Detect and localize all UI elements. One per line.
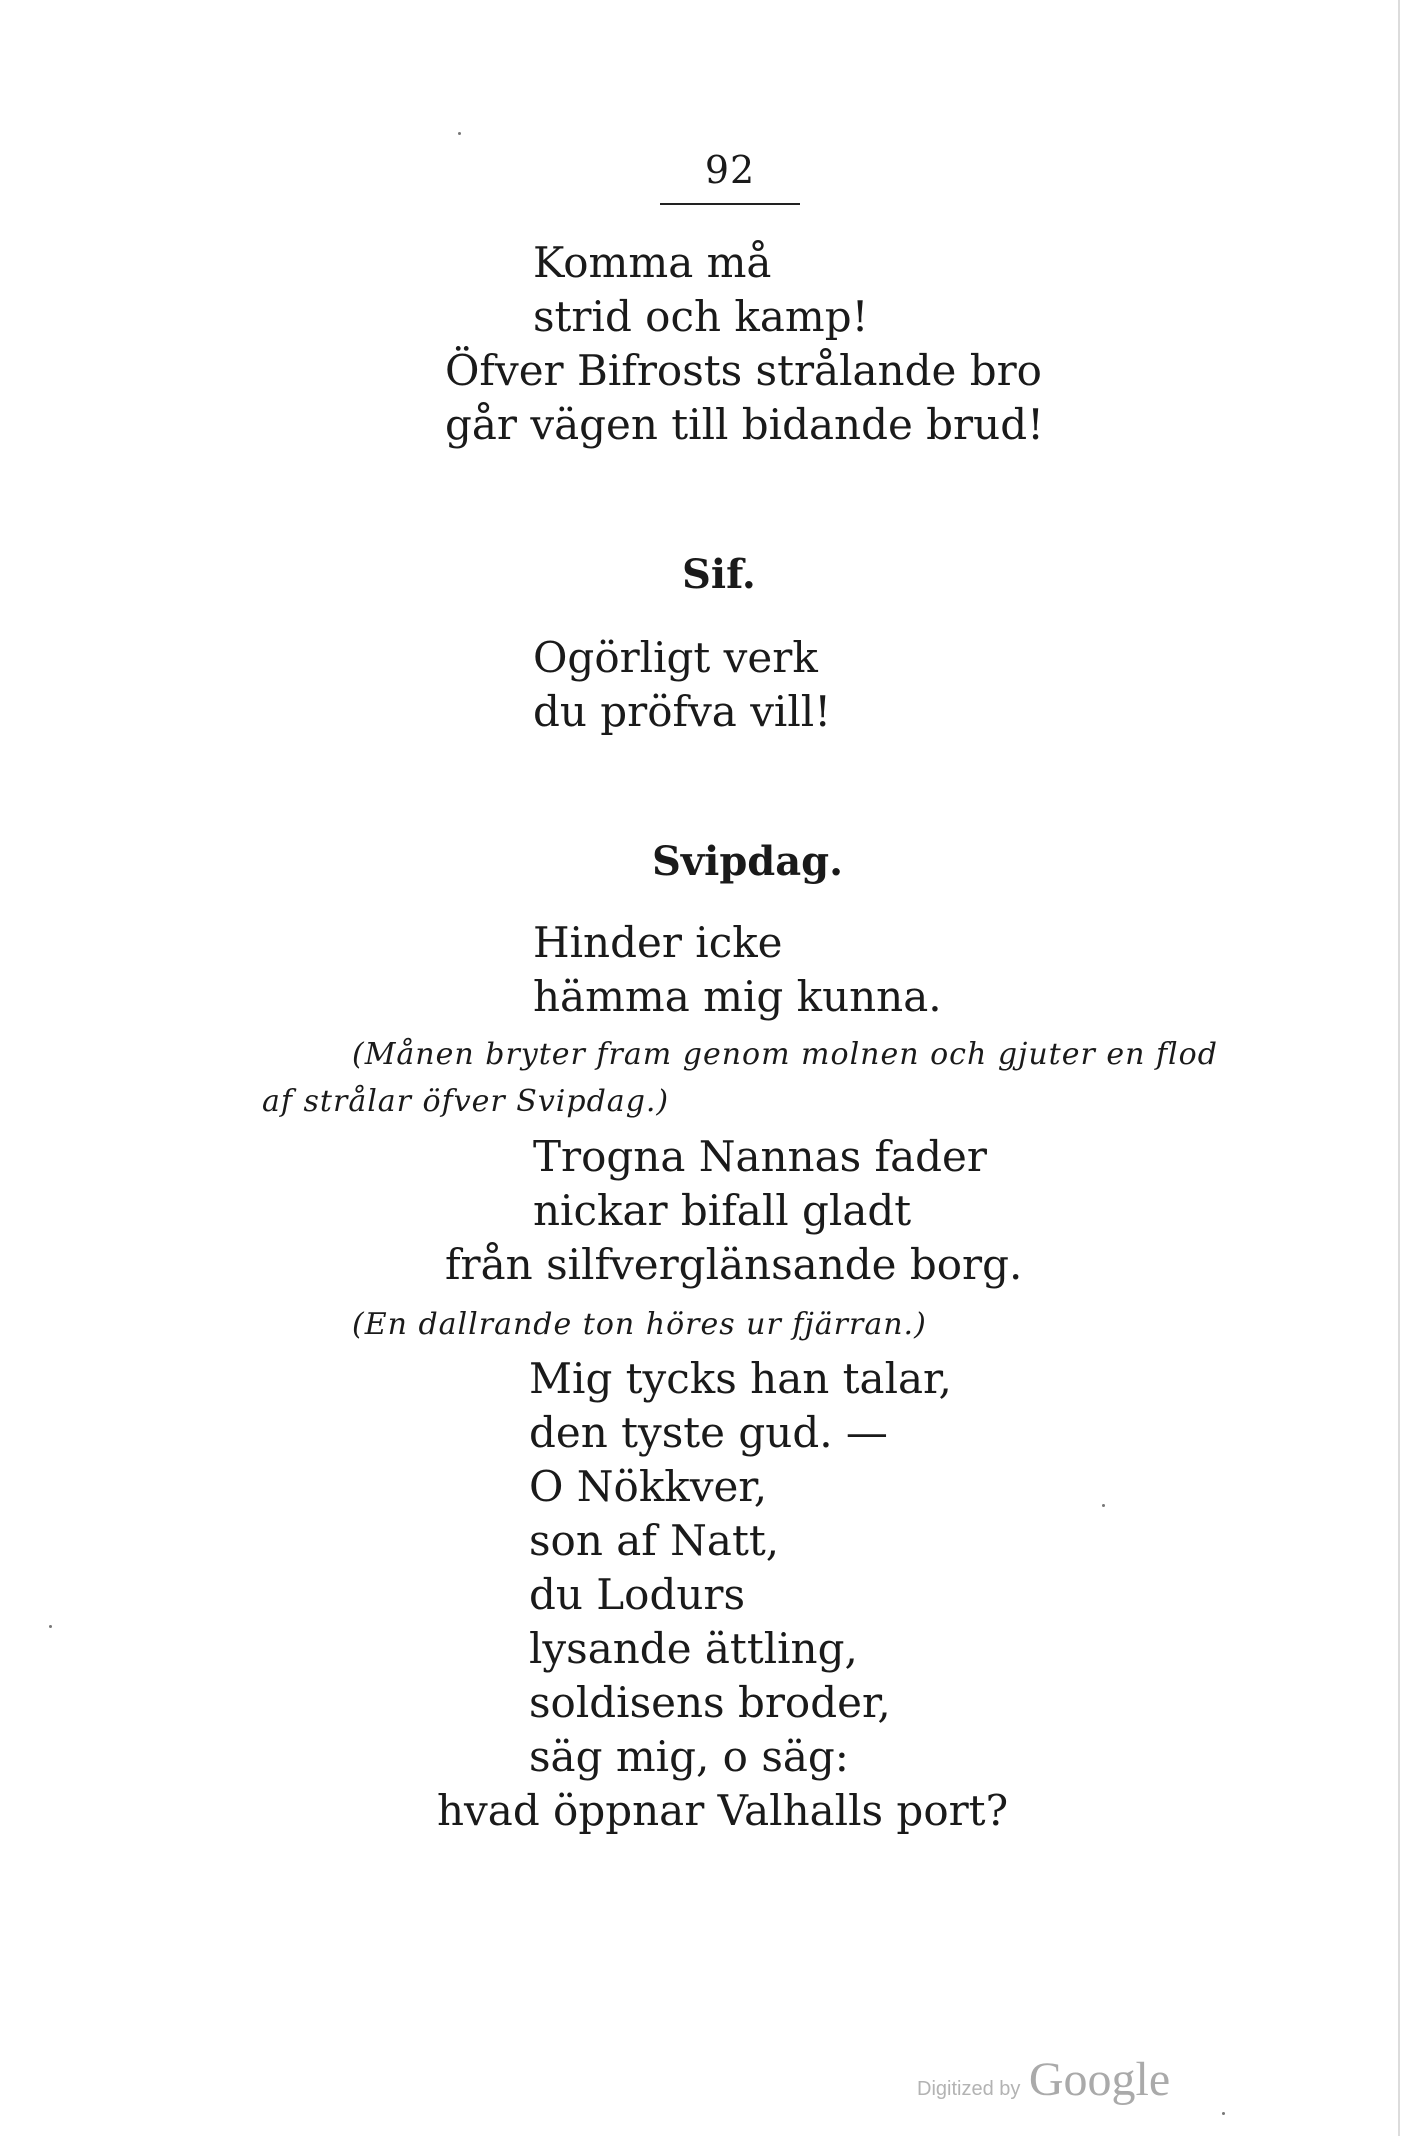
verse-line: Komma må xyxy=(533,238,772,287)
scan-speck xyxy=(1222,2112,1225,2115)
stage-direction: af strålar öfver Svipdag.) xyxy=(262,1084,670,1119)
scan-speck xyxy=(458,132,461,135)
page-number-rule xyxy=(660,203,800,205)
verse-line: nickar bifall gladt xyxy=(533,1186,912,1235)
verse-line: Mig tycks han talar, xyxy=(529,1354,952,1403)
verse-line: från silfverglänsande borg. xyxy=(445,1240,1023,1289)
verse-line: den tyste gud. — xyxy=(529,1408,888,1457)
verse-line: Hinder icke xyxy=(533,918,783,967)
stage-direction: (Månen bryter fram genom molnen och gjuter en flod xyxy=(352,1037,1218,1072)
verse-line: son af Natt, xyxy=(529,1516,780,1565)
speaker-name: Svipdag. xyxy=(652,838,844,885)
digitized-by-watermark xyxy=(917,2052,1170,2107)
speaker-name: Sif. xyxy=(682,551,756,598)
verse-line: går vägen till bidande brud! xyxy=(445,400,1044,449)
verse-line: strid och kamp! xyxy=(533,292,869,341)
verse-line: du Lodurs xyxy=(529,1570,746,1619)
verse-line: O Nökkver, xyxy=(529,1462,768,1511)
scan-speck xyxy=(49,1625,52,1628)
verse-line: soldisens broder, xyxy=(529,1678,891,1727)
google-logo: Google xyxy=(1028,2053,1171,2106)
stage-direction: (En dallrande ton höres ur fjärran.) xyxy=(352,1307,927,1342)
verse-line: Öfver Bifrosts strålande bro xyxy=(445,346,1042,395)
scan-edge xyxy=(1398,0,1400,2136)
verse-line: lysande ättling, xyxy=(529,1624,858,1673)
page-number: 92 xyxy=(704,148,756,192)
verse-line: hvad öppnar Valhalls port? xyxy=(437,1786,1009,1835)
scan-speck xyxy=(1102,1504,1105,1507)
verse-line: hämma mig kunna. xyxy=(533,972,942,1021)
verse-line: säg mig, o säg: xyxy=(529,1732,849,1781)
verse-line: Ogörligt verk xyxy=(533,633,818,682)
verse-line: du pröfva vill! xyxy=(533,687,832,736)
verse-line: Trogna Nannas fader xyxy=(533,1132,987,1181)
watermark-prefix: Digitized by xyxy=(917,2078,1021,2100)
